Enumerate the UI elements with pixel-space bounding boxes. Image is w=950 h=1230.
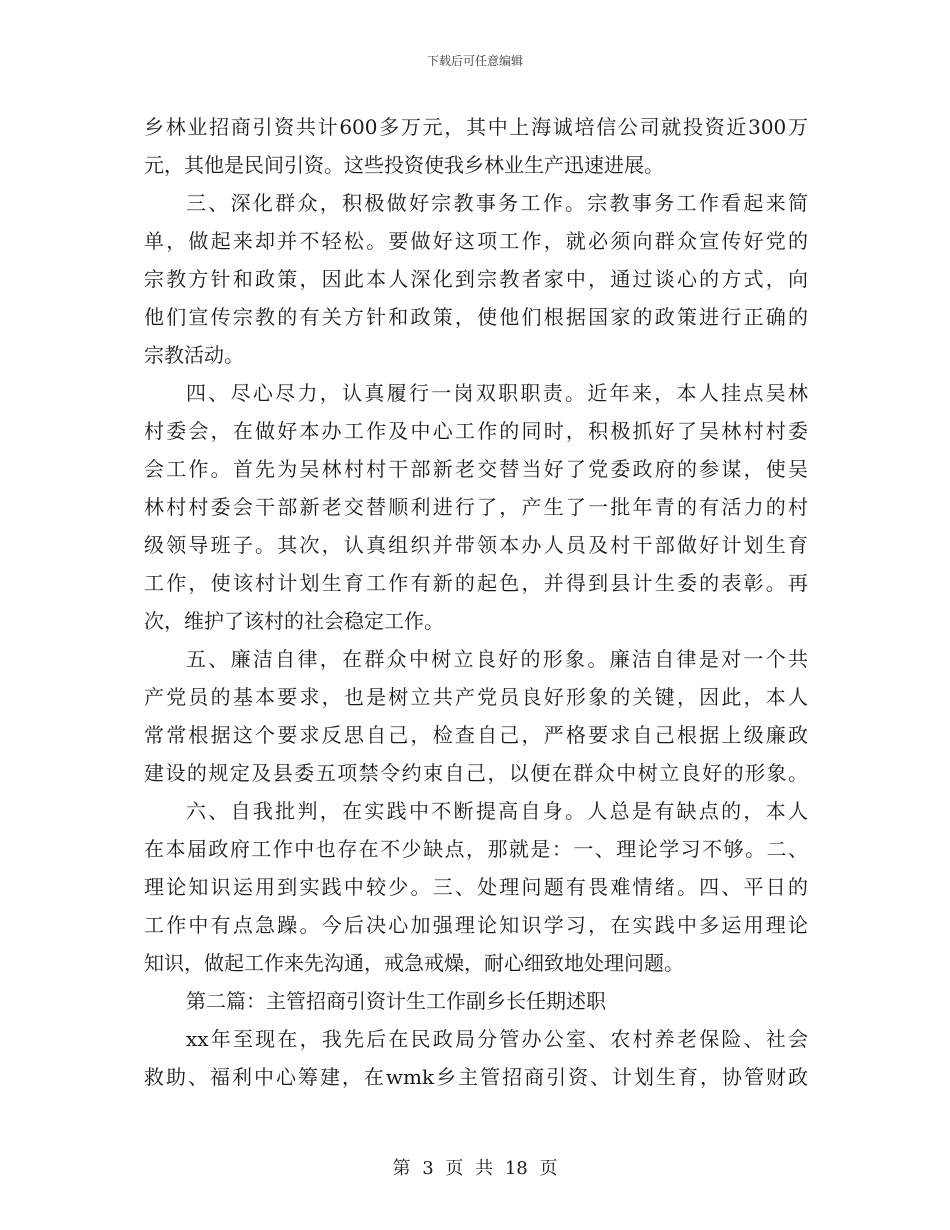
text-line: 常常根据这个要求反思自己，检查自己，严格要求自己根据上级廉政 bbox=[144, 723, 808, 747]
paragraph bbox=[144, 374, 808, 640]
text-line: 单，做起来却并不轻松。要做好这项工作，就必须向群众宣传好党的 bbox=[144, 229, 808, 253]
text-line: 六、自我批判，在实践中不断提高自身。人总是有缺点的，本人 bbox=[186, 799, 808, 823]
text-line: 在本届政府工作中也存在不少缺点，那就是：一、理论学习不够。二、 bbox=[144, 837, 808, 861]
text-line: 救助、福利中心筹建，在wmk乡主管招商引资、计划生育，协管财政 bbox=[144, 1065, 808, 1089]
text-line: 他们宣传宗教的有关方针和政策，使他们根据国家的政策进行正确的 bbox=[144, 305, 808, 329]
text-line: 建设的规定及县委五项禁令约束自己，以便在群众中树立良好的形象。 bbox=[144, 761, 808, 785]
text-line: 林村村委会干部新老交替顺利进行了，产生了一批年青的有活力的村 bbox=[144, 495, 808, 519]
text-line: 级领导班子。其次，认真组织并带领本办人员及村干部做好计划生育 bbox=[144, 533, 808, 557]
text-line: 乡林业招商引资共计600多万元，其中上海诚培信公司就投资近300万 bbox=[144, 115, 808, 139]
text-line: 理论知识运用到实践中较少。三、处理问题有畏难情绪。四、平日的 bbox=[144, 875, 808, 899]
document-body bbox=[144, 108, 808, 1096]
text-line: 工作中有点急躁。今后决心加强理论知识学习，在实践中多运用理论 bbox=[144, 913, 808, 937]
paragraph bbox=[144, 108, 808, 184]
text-line: 工作，使该村计划生育工作有新的起色，并得到县计生委的表彰。再 bbox=[144, 571, 808, 595]
text-line: 三、深化群众，积极做好宗教事务工作。宗教事务工作看起来简 bbox=[186, 191, 808, 215]
text-line: 宗教方针和政策，因此本人深化到宗教者家中，通过谈心的方式，向 bbox=[144, 267, 808, 291]
paragraph bbox=[144, 982, 808, 1020]
text-line: 五、廉洁自律，在群众中树立良好的形象。廉洁自律是对一个共 bbox=[186, 647, 808, 671]
text-line: 宗教活动。 bbox=[144, 343, 244, 367]
text-line: 元，其他是民间引资。这些投资使我乡林业生产迅速进展。 bbox=[144, 153, 664, 177]
text-line: 产党员的基本要求，也是树立共产党员良好形象的关键，因此，本人 bbox=[144, 685, 808, 709]
paragraph bbox=[144, 792, 808, 982]
text-line: xx年至现在，我先后在民政局分管办公室、农村养老保险、社会 bbox=[186, 1027, 808, 1051]
page-header: 下载后可任意编辑 bbox=[426, 54, 523, 68]
text-line: 村委会，在做好本办工作及中心工作的同时，积极抓好了吴林村村委 bbox=[144, 419, 808, 443]
text-line: 第二篇：主管招商引资计生工作副乡长任期述职 bbox=[186, 989, 606, 1013]
text-line: 四、尽心尽力，认真履行一岗双职职责。近年来，本人挂点吴林 bbox=[186, 381, 808, 405]
text-line: 知识，做起工作来先沟通，戒急戒燥，耐心细致地处理问题。 bbox=[144, 951, 684, 975]
paragraph bbox=[144, 184, 808, 374]
text-line: 次，维护了该村的社会稳定工作。 bbox=[144, 609, 444, 633]
paragraph bbox=[144, 640, 808, 792]
paragraph bbox=[144, 1020, 808, 1096]
text-line: 会工作。首先为吴林村村干部新老交替当好了党委政府的参谋，使吴 bbox=[144, 457, 808, 481]
page-footer: 第 3 页 共 18 页 bbox=[392, 1158, 558, 1179]
